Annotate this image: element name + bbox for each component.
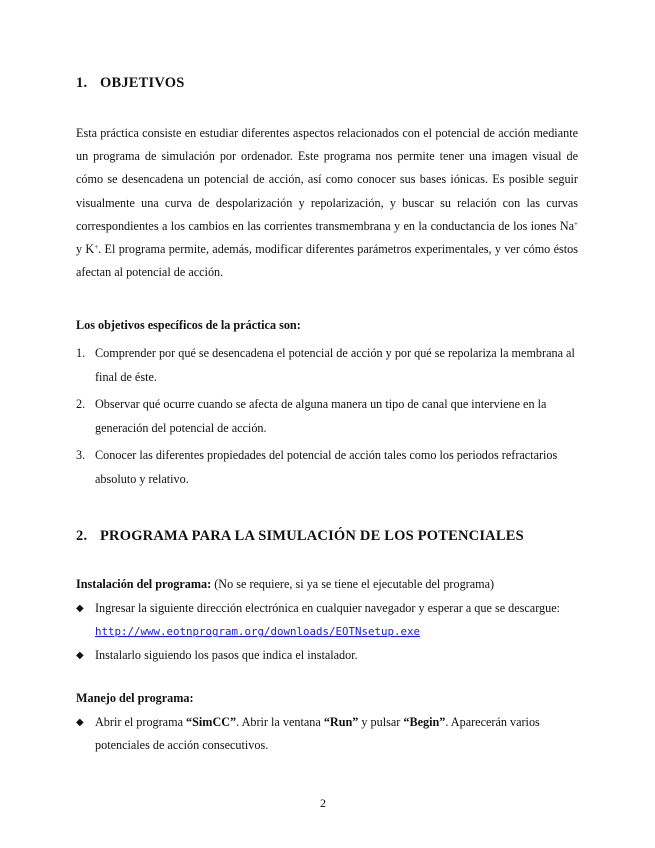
- install-note: (No se requiere, si ya se tiene el ejecutable del programa): [211, 577, 495, 591]
- section-1-title: OBJETIVOS: [100, 75, 185, 91]
- section-2-heading: [76, 528, 524, 545]
- download-link[interactable]: http://www.eotnprogram.org/downloads/EOTNsetup.exe: [95, 625, 421, 639]
- diamond-bullet-icon: ◆: [76, 717, 84, 728]
- list-item: [76, 711, 581, 758]
- install-heading: [76, 577, 494, 592]
- k-superscript: +: [94, 243, 99, 252]
- section-1-number: 1.: [76, 75, 88, 91]
- usage-list: [76, 711, 581, 758]
- intro-text-part2: . El programa permite, además, modificar diferentes parámetros experimentales, y ver cómo éstos afectan al potencial de acción.: [76, 242, 578, 280]
- list-item-text: Conocer las diferentes propiedades del potencial de acción tales como los periodos refractarios absoluto y relativo.: [95, 448, 558, 486]
- usage-text-1: Abrir el programa: [95, 715, 187, 729]
- list-item: [76, 444, 581, 491]
- list-item: [76, 342, 581, 389]
- intro-paragraph: [76, 122, 578, 284]
- begin-label: “Begin”: [403, 715, 446, 729]
- diamond-bullet-icon: ◆: [76, 603, 84, 614]
- intro-text-part1: Esta práctica consiste en estudiar diferentes aspectos relacionados con el potencial de acción mediante un programa de simulación por ordenador. Este programa nos permite tener una imagen visual de cómo se desencadena un potencial de acción, así como conocer sus bases iónicas. Es posible seguir visualmente una curva de despolarización y repolarización, y buscar su relación con las curvas correspondientes a los cambios en las corrientes transmembrana y en la conductancia de los iones Na: [76, 126, 578, 233]
- run-label: “Run”: [323, 715, 359, 729]
- list-item-number: 1.: [76, 346, 86, 360]
- objectives-heading-text: Los objetivos específicos de la práctica son:: [76, 318, 301, 332]
- simcc-label: “SimCC”: [186, 715, 237, 729]
- list-item: [76, 644, 581, 667]
- list-item-number: 3.: [76, 448, 86, 463]
- list-item: [76, 393, 581, 440]
- list-item-text: Observar qué ocurre cuando se afecta de alguna manera un tipo de canal que interviene en la generación del potencial de acción.: [95, 397, 547, 435]
- list-item: [76, 597, 581, 644]
- usage-text-3: y pulsar: [358, 715, 404, 729]
- objectives-heading: [76, 318, 301, 333]
- install-step-2-text: Instalarlo siguiendo los pasos que indica el instalador.: [95, 647, 358, 662]
- list-item-text: Comprender por qué se desencadena el potencial de acción y por qué se repolariza la membrana al final de éste.: [95, 346, 575, 384]
- install-step-1-text: Ingresar la siguiente dirección electrónica en cualquier navegador y esperar a que se descargue:: [95, 601, 561, 615]
- section-1-heading: [76, 75, 185, 92]
- usage-heading-text: Manejo del programa:: [76, 691, 194, 705]
- section-2-number: 2.: [76, 528, 88, 544]
- install-heading-text: Instalación del programa:: [76, 577, 212, 591]
- install-list: [76, 597, 581, 667]
- usage-heading: [76, 691, 194, 706]
- usage-text-2: . Abrir la ventana: [236, 715, 324, 729]
- objectives-list: [76, 342, 581, 496]
- diamond-bullet-icon: ◆: [76, 649, 84, 661]
- section-2-title: PROGRAMA PARA LA SIMULACIÓN DE LOS POTENCIALES: [100, 528, 524, 544]
- page-number: 2: [320, 796, 326, 810]
- na-superscript: +: [574, 219, 578, 228]
- list-item-number: 2.: [76, 397, 86, 412]
- usage-text-4: . Aparecerán varios potenciales de acción consecutivos.: [95, 715, 540, 753]
- and-k-text: y K: [76, 242, 95, 257]
